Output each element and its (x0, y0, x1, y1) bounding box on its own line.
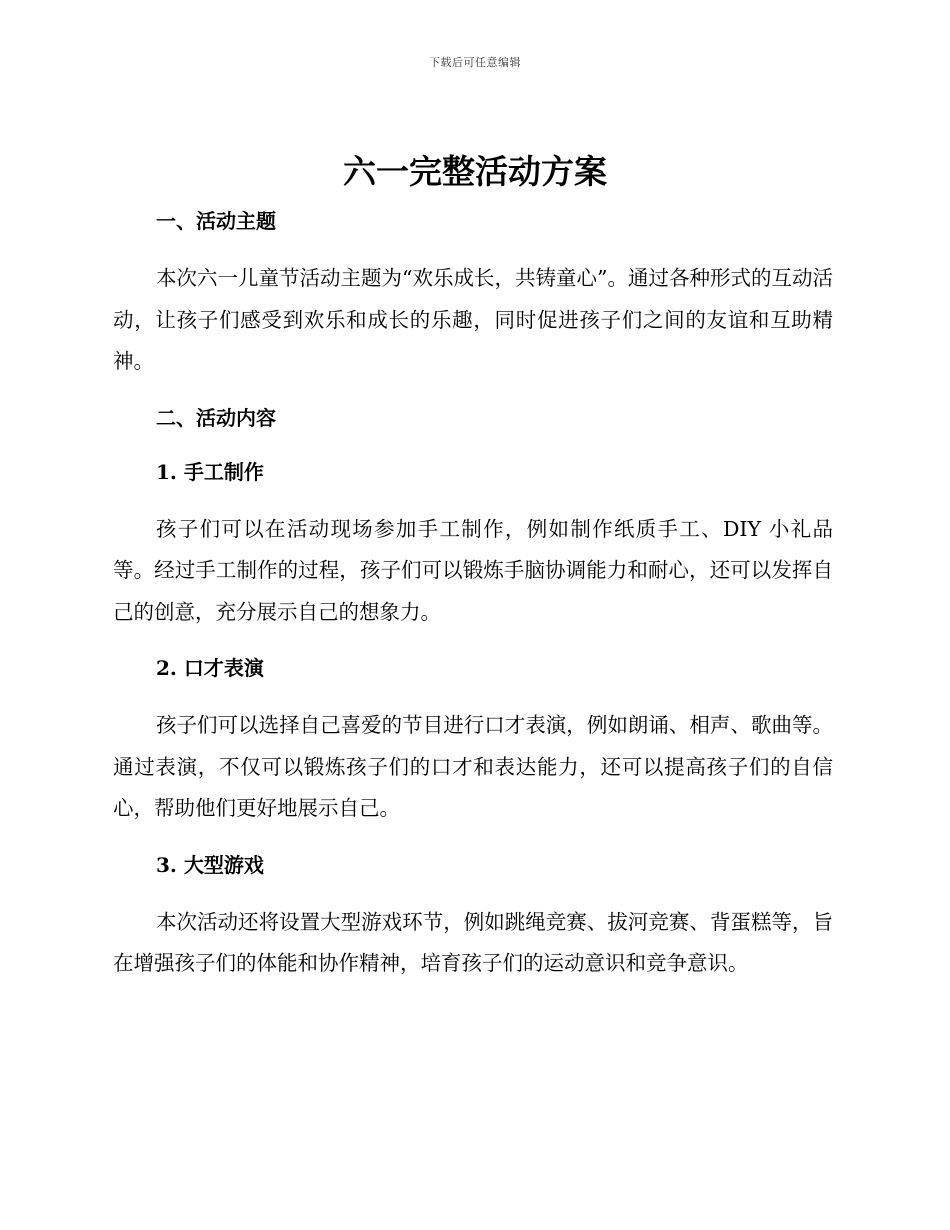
item-heading-handcraft: 1. 手工制作 (156, 459, 264, 484)
item-paragraph-speech: 孩子们可以选择自己喜爱的节目进行口才表演，例如朗诵、相声、歌曲等。通过表演，不仅可以锻炼孩子们的口才和表达能力，还可以提高孩子们的自信心，帮助他们更好地展示自己。 (113, 713, 833, 820)
page-header: 下载后可任意编辑 (429, 56, 521, 69)
item-paragraph-games: 本次活动还将设置大型游戏环节，例如跳绳竞赛、拔河竞赛、背蛋糕等，旨在增强孩子们的体能和协作精神，培育孩子们的运动意识和竞争意识。 (113, 909, 833, 975)
item-heading-speech: 2. 口才表演 (156, 656, 264, 680)
item-paragraph-handcraft: 孩子们可以在活动现场参加手工制作，例如制作纸质手工、DIY 小礼品等。经过手工制作的过程，孩子们可以锻炼手脑协调能力和耐心，还可以发挥自己的创意，充分展示自己的想象力。 (113, 516, 833, 624)
document-title: 六一完整活动方案 (343, 152, 607, 191)
item-heading-games: 3. 大型游戏 (156, 852, 264, 877)
section-heading-content: 二、活动内容 (156, 405, 276, 430)
section-paragraph-theme: 本次六一儿童节活动主题为“欢乐成长，共铸童心”。通过各种形式的互动活动，让孩子们感受到欢乐和成长的乐趣，同时促进孩子们之间的友谊和互助精神。 (113, 266, 833, 373)
section-heading-theme: 一、活动主题 (156, 209, 276, 233)
document-body (113, 202, 833, 985)
